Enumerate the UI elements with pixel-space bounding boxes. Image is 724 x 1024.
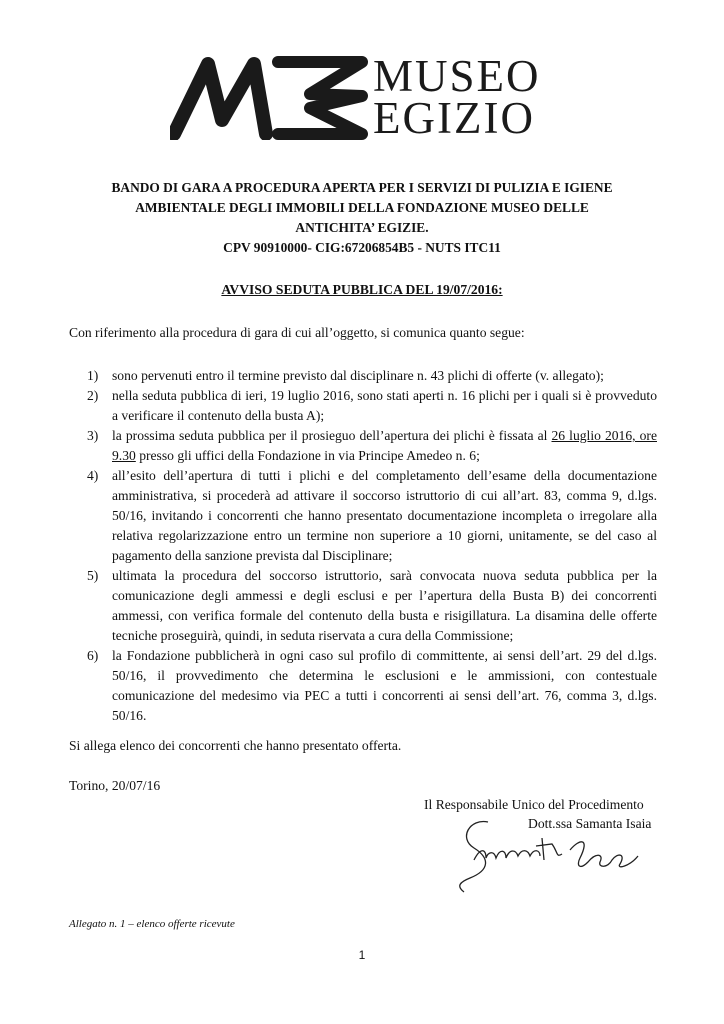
numbered-list [87,366,657,726]
handwritten-signature [430,808,645,898]
list-item [87,426,657,466]
list-text: la prossima seduta pubblica per il prosieguo dell’apertura dei plichi è fissata al [112,428,552,443]
list-item [87,466,657,566]
list-text: presso gli uffici della Fondazione in via Principe Amedeo n. 6; [135,448,480,463]
list-number: 1) [87,368,99,383]
title-line: ANTICHITA’ EGIZIE. [295,220,429,235]
list-item [87,646,657,726]
list-item [87,366,657,386]
page-number: 1 [358,948,366,962]
list-number: 2) [87,388,99,403]
logo-word-egizio: EGIZIO [373,93,535,143]
logo-word-museo: MUSEO [373,51,541,101]
title-line: BANDO DI GARA A PROCEDURA APERTA PER I SERVIZI DI PULIZIA E IGIENE [111,180,613,195]
place-date: Torino, 20/07/16 [69,778,161,793]
list-number: 3) [87,428,99,443]
title-line: CPV 90910000- CIG:67206854B5 - NUTS ITC11 [223,240,501,255]
list-text: nella seduta pubblica di ieri, 19 luglio 2016, sono stati aperti n. 16 plichi per i quali si è provveduto a verificare il contenuto della busta A); [112,388,657,423]
list-number: 4) [87,468,99,483]
intro-paragraph: Con riferimento alla procedura di gara di cui all’oggetto, si comunica quanto segue: [69,325,525,340]
title-line: AMBIENTALE DEGLI IMMOBILI DELLA FONDAZIONE MUSEO DELLE [135,200,589,215]
list-text: la Fondazione pubblicherà in ogni caso sul profilo di committente, ai sensi dell’art. 29 del d.lgs. 50/16, il provvedimento che determina le esclusioni e le ammissioni, con contestuale comunicazione del medesimo via PEC a tutti i concorrenti ai sensi dell’art. 76, comma 3, d.lgs. 50/16. [112,648,657,723]
logo-mark-icon [170,50,370,140]
document-title [70,178,654,258]
list-item [87,386,657,426]
list-item [87,566,657,646]
list-number: 6) [87,648,99,663]
notice-subtitle: AVVISO SEDUTA PUBBLICA DEL 19/07/2016: [221,282,503,297]
footer-note: Allegato n. 1 – elenco offerte ricevute [69,918,235,930]
signatory-role: Il Responsabile Unico del Procedimento [424,797,644,812]
attachment-note: Si allega elenco dei concorrenti che hanno presentato offerta. [69,738,402,753]
signatory-name: Dott.ssa Samanta Isaia [528,816,652,831]
list-text: ultimata la procedura del soccorso istruttorio, sarà convocata nuova seduta pubblica per la comunicazione degli ammessi e degli esclusi e per l’apertura della Busta B) dei concorrenti ammessi, con verifica formale del contenuto della busta e risigillatura. La disamina delle offerte tecniche proseguirà, quindi, in seduta riservata a cura della Commissione; [112,568,657,643]
list-number: 5) [87,568,99,583]
list-text: sono pervenuti entro il termine previsto dal disciplinare n. 43 plichi di offerte (v. allegato); [112,368,604,383]
list-text: all’esito dell’apertura di tutti i plichi e del completamento dell’esame della documentazione amministrativa, si procederà ad attivare il soccorso istruttorio di cui all’art. 83, comma 9, d.lgs. 50/16, invitando i concorrenti che hanno presentato documentazione incompleta o irregolare alla relativa regolarizzazione entro un termine non superiore a 10 giorni, unitamente, se del caso al pagamento della sanzione prevista dal Disciplinare; [112,468,657,563]
museo-egizio-logo [170,50,560,143]
meeting-date: 26 luglio 2016, ore 9.30 [112,428,657,463]
